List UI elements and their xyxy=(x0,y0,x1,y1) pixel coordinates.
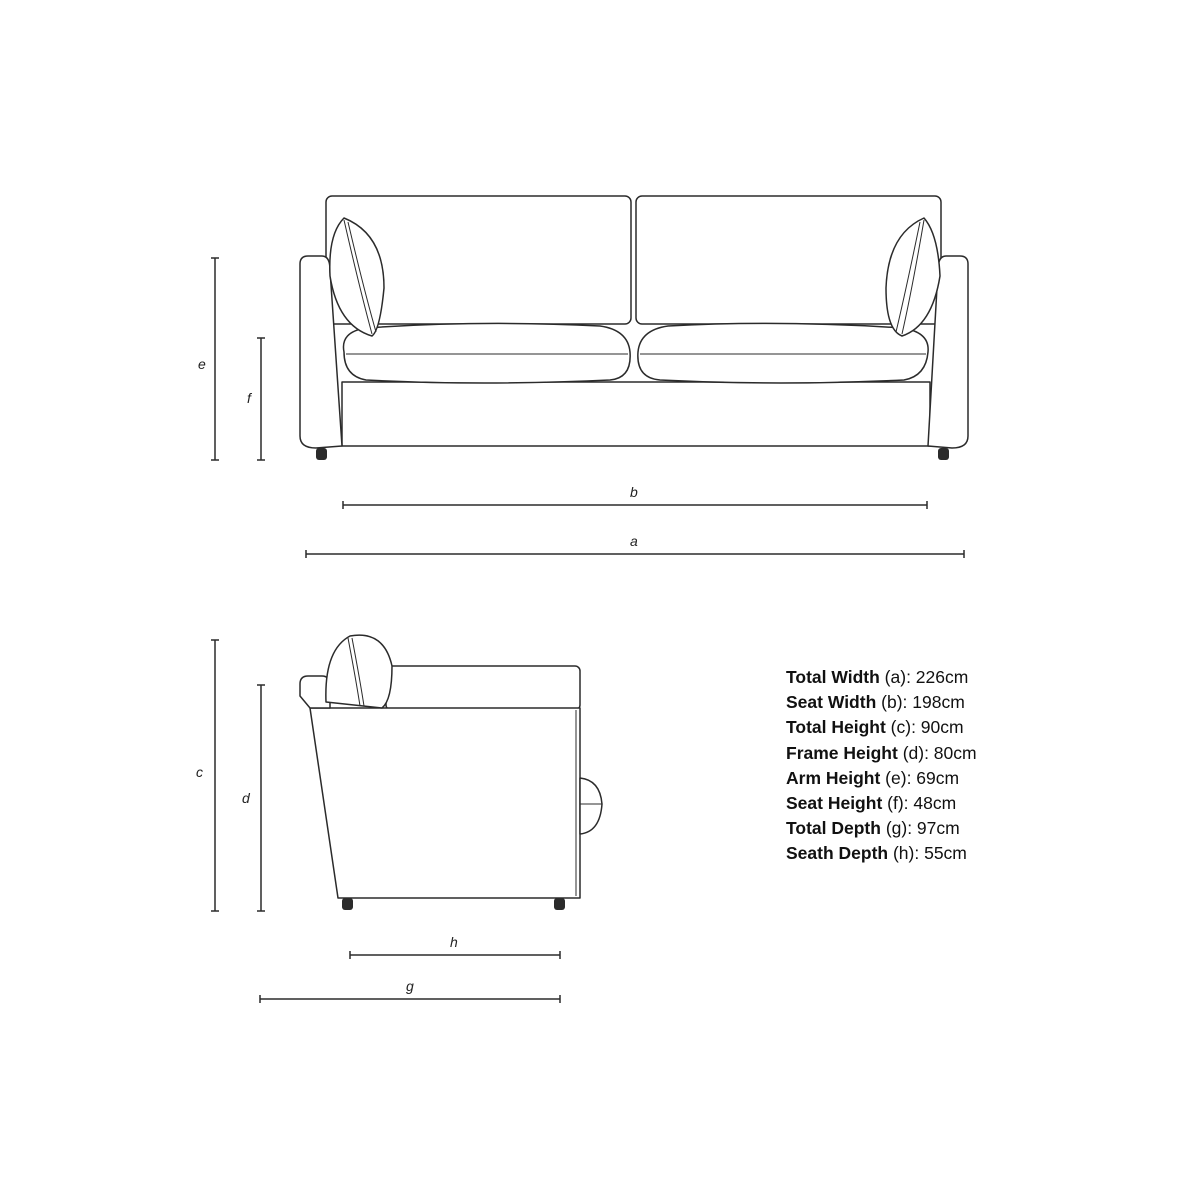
spec-name: Total Width xyxy=(786,667,880,687)
seat-cushion-right xyxy=(638,323,928,383)
spec-name: Frame Height xyxy=(786,742,898,763)
seat-cushion-left xyxy=(343,323,630,383)
spec-name: Seat Width xyxy=(786,692,877,713)
side-body xyxy=(310,708,580,898)
dimension-c xyxy=(196,640,219,911)
dimension-a xyxy=(306,533,964,558)
spec-name: Arm Height xyxy=(786,767,881,788)
spec-name: Seat Height xyxy=(786,793,883,814)
scatter-cushion-right xyxy=(886,218,940,336)
spec-row xyxy=(786,816,977,841)
dimension-label-c: c xyxy=(196,764,203,780)
dimension-label-b: b xyxy=(630,484,638,500)
spec-row xyxy=(786,690,977,715)
front-right-foot xyxy=(938,448,949,460)
dimension-label-h: h xyxy=(450,934,458,950)
dimension-label-e: e xyxy=(198,356,206,372)
spec-value: (h): 55cm xyxy=(888,843,967,864)
spec-value: (b): 198cm xyxy=(876,692,965,713)
spec-name: Seath Depth xyxy=(786,843,889,864)
dimension-label-a: a xyxy=(630,533,638,549)
spec-value: (c): 90cm xyxy=(885,717,964,738)
spec-value: (e): 69cm xyxy=(880,767,960,788)
dimension-spec-list xyxy=(786,665,977,867)
spec-row xyxy=(786,841,977,866)
spec-row xyxy=(786,665,977,690)
dimension-g xyxy=(260,978,560,1003)
spec-row xyxy=(786,791,977,816)
spec-value: (f): 48cm xyxy=(882,793,957,814)
dimension-label-d: d xyxy=(242,790,250,806)
spec-row xyxy=(786,766,977,791)
dimension-e xyxy=(198,258,219,460)
spec-value: (g): 97cm xyxy=(880,818,960,839)
dimension-f xyxy=(247,338,265,460)
dimension-label-g: g xyxy=(406,978,414,994)
spec-name: Total Depth xyxy=(786,818,881,839)
spec-row xyxy=(786,741,977,766)
side-scatter-cushion xyxy=(326,635,392,708)
spec-value: (a): 226cm xyxy=(879,667,969,687)
scatter-cushion-left xyxy=(330,218,384,336)
dimension-b xyxy=(343,484,927,509)
sofa-front-view xyxy=(300,196,968,460)
seat-base xyxy=(342,382,930,446)
side-rear-cushion xyxy=(580,778,602,834)
front-left-foot xyxy=(316,448,327,460)
spec-name: Total Height xyxy=(786,717,886,738)
side-front-foot xyxy=(342,898,353,910)
dimension-label-f: f xyxy=(247,390,251,406)
side-back-cushion xyxy=(386,666,580,710)
dimension-d xyxy=(242,685,265,911)
spec-row xyxy=(786,715,977,740)
spec-value: (d): 80cm xyxy=(897,742,977,763)
side-rear-foot xyxy=(554,898,565,910)
sofa-side-view xyxy=(300,635,602,910)
dimension-h xyxy=(350,934,560,959)
